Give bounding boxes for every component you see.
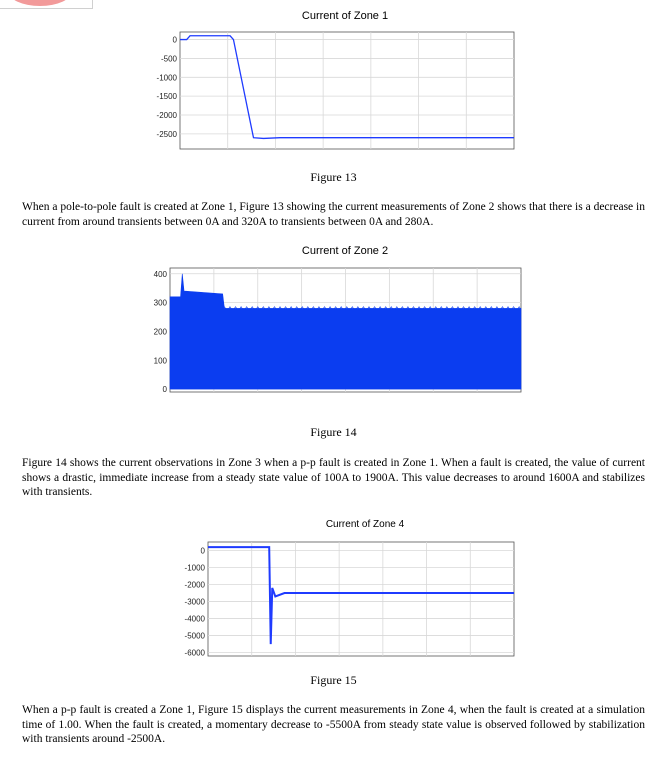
plot-area xyxy=(208,542,514,656)
paragraph-3: When a p-p fault is created a Zone 1, Figure 15 displays the current measurements in Zone 4, when the fault is created at a simulation time of 1.00. When the fault is created, a momentary decrease to -5500A from steady state value is observed followed by stabilization with transients around -2500A. xyxy=(22,704,645,745)
chart-zone2 xyxy=(132,262,527,410)
y-tick-label: 0 xyxy=(172,35,177,45)
y-tick-label: -6000 xyxy=(184,648,205,658)
y-tick-label: -1000 xyxy=(156,73,177,83)
y-tick-label: 200 xyxy=(153,327,167,337)
y-tick-label: -2500 xyxy=(156,129,177,139)
paragraph-1: When a pole-to-pole fault is created at Zone 1, Figure 13 showing the current measurements of Zone 2 shows that there is a decrease in current from around transients between 0A and 320A to transients between 0A and 280A. xyxy=(22,201,645,228)
plot-area xyxy=(180,32,514,149)
y-tick-label: 100 xyxy=(153,356,167,366)
chart-title-zone4: Current of Zone 4 xyxy=(325,519,405,530)
y-tick-label: -2000 xyxy=(184,580,205,590)
paragraph-2: Figure 14 shows the current observations in Zone 3 when a p-p fault is created in Zone 1. When a fault is created, the value of current shows a drastic, immediate increase from a steady state value of 100A to 1900A. This value decreases to around 1600A and stabilizes with transients. xyxy=(22,457,645,498)
y-tick-label: -1500 xyxy=(156,92,177,102)
y-tick-label: -5000 xyxy=(184,631,205,641)
figure-15-caption: Figure 15 xyxy=(310,673,357,687)
y-tick-label: -1000 xyxy=(184,563,205,573)
figure-14-caption: Figure 14 xyxy=(310,425,357,439)
y-tick-label: 0 xyxy=(162,385,167,395)
y-tick-label: 0 xyxy=(200,546,205,556)
chart-zone4 xyxy=(160,536,520,664)
chart-title-zone2: Current of Zone 2 xyxy=(301,245,389,257)
image-frame xyxy=(0,0,93,9)
y-tick-label: -500 xyxy=(160,54,177,64)
chart-title-zone1: Current of Zone 1 xyxy=(301,10,389,22)
y-tick-label: -2000 xyxy=(156,111,177,121)
chart-zone1 xyxy=(140,26,520,171)
y-tick-label: 400 xyxy=(153,269,167,279)
figure-13-caption: Figure 13 xyxy=(310,170,357,184)
y-tick-label: -3000 xyxy=(184,597,205,607)
y-tick-label: 300 xyxy=(153,298,167,308)
y-tick-label: -4000 xyxy=(184,614,205,624)
